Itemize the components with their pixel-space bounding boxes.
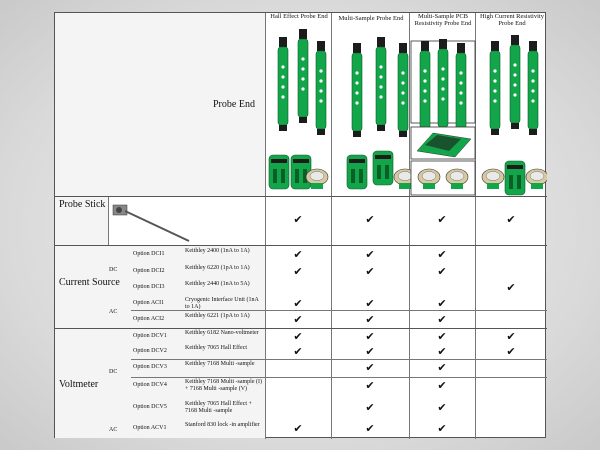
vm-check-pcb: ✔ xyxy=(437,422,447,435)
cs-option-label: Option ACI2 xyxy=(133,316,165,322)
cs-check-hall: ✔ xyxy=(293,313,303,326)
vm-option-label: Option DCV4 xyxy=(133,382,167,388)
probe-end-illustrations xyxy=(265,27,547,196)
cs-option-desc: Keithley 2440 (1nA to 5A) xyxy=(185,281,250,287)
cs-check-pcb: ✔ xyxy=(437,265,447,278)
vm-check-hall: ✔ xyxy=(293,422,303,435)
cs-option-label: Option DCI2 xyxy=(133,268,165,274)
cs-option-desc: Keithley 2400 (1nA to 1A) xyxy=(185,248,250,254)
cs-check-multi: ✔ xyxy=(365,313,375,326)
check-stick-hall: ✔ xyxy=(293,213,303,226)
vm-option-desc: Keithley 7065 Hall Effect + 7168 Multi -sample xyxy=(185,401,252,414)
col-header-hall: Hall Effect Probe End xyxy=(270,13,328,20)
vm-option-label: Option DCV3 xyxy=(133,364,167,370)
cs-check-multi: ✔ xyxy=(365,248,375,261)
probe-stick-label: Probe Stick xyxy=(59,199,106,210)
vm-option-desc: Keithley 6182 Nano-voltmeter xyxy=(185,330,259,336)
cs-option-desc: Cryogenic Interface Unit (1nA to 1A) xyxy=(185,297,259,310)
vm-check-multi: ✔ xyxy=(365,330,375,343)
compatibility-table xyxy=(54,12,546,438)
voltmeter-label: Voltmeter xyxy=(59,379,99,390)
cs-option-desc: Keithley 6220 (1pA to 1A) xyxy=(185,265,250,271)
vm-ac-label: AC xyxy=(109,427,118,433)
probe-stick-illustration xyxy=(111,203,191,243)
cs-check-hall: ✔ xyxy=(293,248,303,261)
vm-check-multi: ✔ xyxy=(365,379,375,392)
vm-check-hall: ✔ xyxy=(293,330,303,343)
vm-check-pcb: ✔ xyxy=(437,401,447,414)
vm-check-pcb: ✔ xyxy=(437,330,447,343)
vm-option-label: Option ACV1 xyxy=(133,425,167,431)
vm-check-high: ✔ xyxy=(506,345,516,358)
vm-option-label: Option DCV1 xyxy=(133,333,167,339)
col-header-highcurrent: High Current Resistivity Probe End xyxy=(480,13,544,27)
cs-dc-label: DC xyxy=(109,267,118,273)
cs-check-multi: ✔ xyxy=(365,265,375,278)
probe-end-label: Probe End xyxy=(213,99,255,110)
cs-option-label: Option DCI3 xyxy=(133,284,165,290)
cs-check-high: ✔ xyxy=(506,281,516,294)
vm-dc-label: DC xyxy=(109,369,118,375)
vm-check-multi: ✔ xyxy=(365,361,375,374)
current-source-label: Current Source xyxy=(59,277,120,288)
cs-check-hall: ✔ xyxy=(293,265,303,278)
cs-option-label: Option DCI1 xyxy=(133,251,165,257)
vm-option-desc: Keithley 7168 Multi -sample (I) + 7168 Multi -sample (V) xyxy=(185,379,262,392)
vm-option-desc: Keithley 7065 Hall Effect xyxy=(185,345,248,351)
cs-ac-label: AC xyxy=(109,309,118,315)
check-stick-high: ✔ xyxy=(506,213,516,226)
check-stick-multi: ✔ xyxy=(365,213,375,226)
col-header-pcb: Multi-Sample PCB Resistivity Probe End xyxy=(414,13,472,27)
vm-check-pcb: ✔ xyxy=(437,345,447,358)
vm-option-desc: Stanford 830 lock -in amplifier xyxy=(185,422,260,428)
vm-option-label: Option DCV5 xyxy=(133,404,167,410)
cs-check-pcb: ✔ xyxy=(437,297,447,310)
vm-check-multi: ✔ xyxy=(365,422,375,435)
cs-option-label: Option ACI1 xyxy=(133,300,165,306)
vm-check-multi: ✔ xyxy=(365,345,375,358)
vm-check-pcb: ✔ xyxy=(437,379,447,392)
check-stick-pcb: ✔ xyxy=(437,213,447,226)
vm-check-high: ✔ xyxy=(506,330,516,343)
cs-option-desc: Keithley 6221 (1pA to 1A) xyxy=(185,313,250,319)
vm-option-label: Option DCV2 xyxy=(133,348,167,354)
vm-check-pcb: ✔ xyxy=(437,361,447,374)
cs-check-multi: ✔ xyxy=(365,297,375,310)
vm-option-desc: Keithley 7168 Multi -sample xyxy=(185,361,255,367)
cs-check-pcb: ✔ xyxy=(437,248,447,261)
col-header-multi: Multi-Sample Probe End xyxy=(338,15,404,22)
cs-check-pcb: ✔ xyxy=(437,313,447,326)
cs-check-hall: ✔ xyxy=(293,297,303,310)
vm-check-multi: ✔ xyxy=(365,401,375,414)
vm-check-hall: ✔ xyxy=(293,345,303,358)
